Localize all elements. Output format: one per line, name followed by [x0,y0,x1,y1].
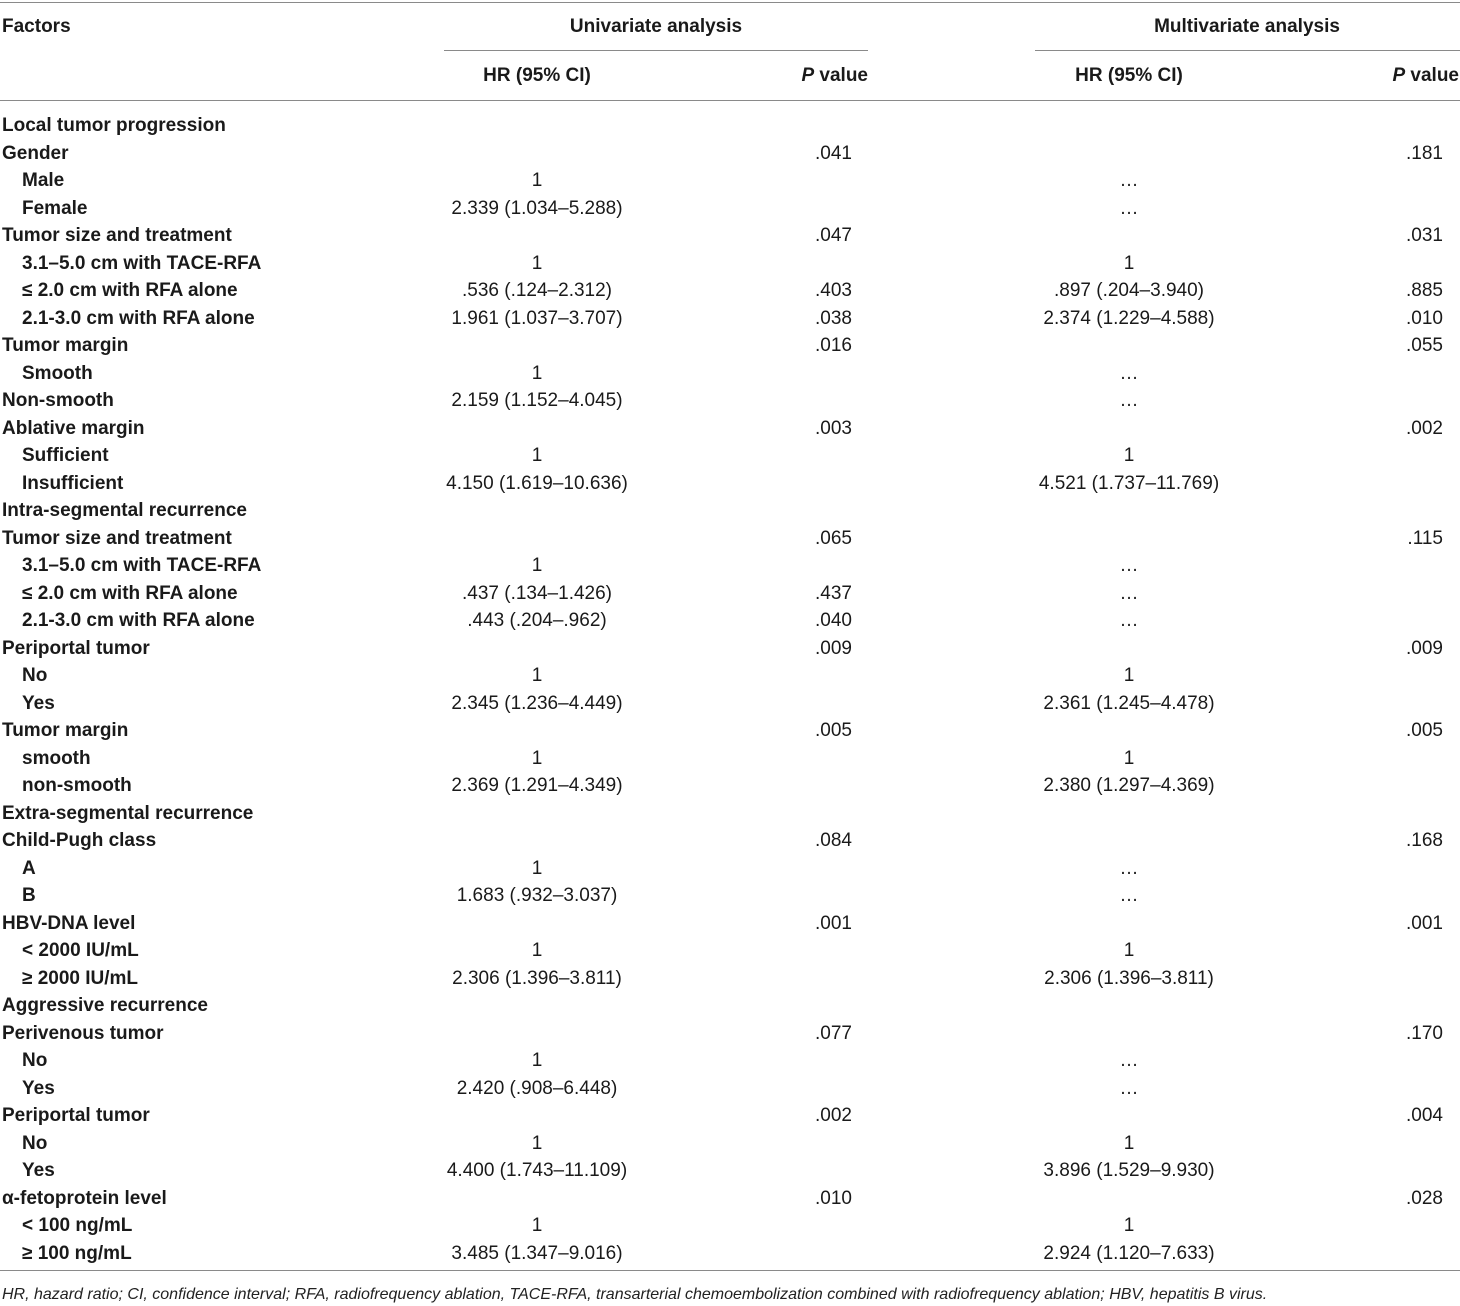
univariate-p-cell: .009 [815,637,852,659]
row-label: Female [22,197,88,219]
univariate-hr-cell: .437 (.134–1.426) [461,582,613,604]
row-label: α-fetoprotein level [2,1187,167,1209]
table-bottom-rule [0,1270,1460,1271]
p-italic: P [801,65,815,86]
row-label: 2.1-3.0 cm with RFA alone [22,307,255,329]
header-factors: Factors [2,16,71,37]
univariate-hr-cell: 2.369 (1.291–4.349) [451,775,623,796]
multivariate-p-cell: .010 [1406,307,1443,329]
univariate-p-cell: .016 [815,335,852,356]
multivariate-p-cell: .115 [1407,527,1443,549]
univariate-hr-cell: 1 [531,857,543,879]
row-label: 2.1-3.0 cm with RFA alone [22,610,255,631]
header-uni-p [801,65,868,87]
table-footnote: HR, hazard ratio; CI, confidence interval; RFA, radiofrequency ablation, TACE-RFA, transarterial chemoembolization combined with radiofrequency ablation; HBV, hepatitis B virus. [2,1286,1268,1303]
p-value-word: value [814,65,868,86]
row-label: Periportal tumor [2,637,150,659]
p-value-word: value [1405,65,1459,86]
univariate-hr-cell: 1 [531,170,543,191]
row-label: 3.1–5.0 cm with TACE-RFA [22,252,262,274]
header-bottom-rule [0,100,1460,101]
row-label: Tumor size and treatment [2,527,232,549]
multivariate-hr-cell: … [1119,1077,1139,1099]
univariate-p-cell: .001 [815,912,852,934]
multivariate-hr-cell: 1 [1123,252,1135,274]
multivariate-p-cell: .002 [1406,417,1443,439]
univariate-hr-cell: 1.961 (1.037–3.707) [451,307,623,329]
header-multi-hr: HR (95% CI) [1075,65,1183,86]
univariate-hr-cell: 2.159 (1.152–4.045) [451,390,623,411]
multivariate-hr-cell: 1 [1123,1215,1135,1236]
row-label: Periportal tumor [2,1105,150,1126]
univariate-hr-cell: 1 [531,665,543,686]
row-label: smooth [22,747,91,769]
row-label: No [22,665,48,686]
multivariate-hr-cell: … [1119,555,1139,576]
univariate-p-cell: .047 [815,225,852,246]
multivariate-hr-cell: … [1119,170,1139,191]
row-label: ≥ 100 ng/mL [22,1242,132,1264]
row-label: No [22,1050,48,1071]
univariate-hr-cell: 1 [531,555,543,576]
multivariate-hr-cell: … [1119,1050,1139,1071]
univariate-hr-cell: 1 [531,1050,543,1071]
univariate-hr-cell: 1 [531,1215,543,1236]
row-label: Tumor margin [2,335,129,356]
univariate-p-cell: .010 [815,1187,852,1209]
row-label: HBV-DNA level [2,912,136,934]
multivariate-hr-cell: … [1119,362,1139,384]
row-label: Child-Pugh class [2,830,157,851]
univariate-hr-cell: 1 [531,747,543,769]
row-label: Sufficient [22,445,109,466]
multivariate-p-cell: .031 [1406,225,1443,246]
multivariate-p-cell: .170 [1406,1022,1443,1044]
multivariate-p-cell: .001 [1406,912,1443,934]
row-label: Extra-segmental recurrence [2,802,254,824]
multivariate-hr-cell: 1 [1123,940,1135,961]
univariate-hr-cell: 1 [531,445,543,466]
multivariate-hr-cell: 3.896 (1.529–9.930) [1043,1160,1215,1181]
multivariate-p-cell: .009 [1406,637,1443,659]
row-label: Non-smooth [2,390,114,411]
multivariate-hr-cell: … [1119,885,1139,906]
univariate-p-cell: .003 [815,417,852,439]
univariate-p-cell: .038 [815,307,852,329]
univariate-hr-cell: 1 [531,252,543,274]
multivariate-p-cell: .885 [1406,280,1443,301]
row-label: ≤ 2.0 cm with RFA alone [22,582,238,604]
univariate-hr-cell: .536 (.124–2.312) [461,280,613,301]
multivariate-hr-cell: 2.380 (1.297–4.369) [1043,775,1215,796]
row-label: Male [22,170,65,191]
multivariate-hr-cell: 2.306 (1.396–3.811) [1044,967,1214,989]
row-label: Gender [2,142,69,164]
multivariate-hr-cell: 1 [1123,445,1135,466]
multivariate-p-cell: .028 [1406,1187,1443,1209]
row-label: B [22,885,36,906]
row-label: < 100 ng/mL [22,1215,133,1236]
row-label: Smooth [22,362,93,384]
row-label: Aggressive recurrence [2,995,208,1016]
multivariate-span-rule [1035,50,1460,51]
univariate-hr-cell: 1 [531,940,543,961]
univariate-p-cell: .065 [815,527,852,549]
multivariate-hr-cell: 2.374 (1.229–4.588) [1043,307,1215,329]
univariate-hr-cell: 2.339 (1.034–5.288) [451,197,623,219]
univariate-hr-cell: 3.485 (1.347–9.016) [451,1242,623,1264]
multivariate-hr-cell: 2.361 (1.245–4.478) [1043,692,1215,714]
univariate-hr-cell: .443 (.204–.962) [467,610,607,631]
multivariate-hr-cell: 4.521 (1.737–11.769) [1038,472,1220,494]
multivariate-hr-cell: … [1119,582,1139,604]
row-label: Perivenous tumor [2,1022,164,1044]
univariate-hr-cell: 4.400 (1.743–11.109) [446,1160,628,1181]
row-label: Yes [22,1077,55,1099]
univariate-hr-cell: 2.306 (1.396–3.811) [452,967,622,989]
multivariate-hr-cell: … [1119,197,1139,219]
row-label: Yes [22,1160,55,1181]
univariate-p-cell: .437 [815,582,852,604]
row-label: Ablative margin [2,417,145,439]
univariate-p-cell: .040 [815,610,852,631]
multivariate-p-cell: .005 [1406,720,1443,741]
multivariate-p-cell: .181 [1406,142,1443,164]
univariate-p-cell: .005 [815,720,852,741]
header-uni-hr: HR (95% CI) [483,65,591,86]
row-label: Tumor margin [2,720,129,741]
univariate-hr-cell: 1 [531,362,543,384]
multivariate-hr-cell: .897 (.204–3.940) [1053,280,1205,301]
row-label: Tumor size and treatment [2,225,232,246]
univariate-hr-cell: 4.150 (1.619–10.636) [446,472,628,494]
multivariate-hr-cell: … [1119,610,1139,631]
row-label: A [22,857,36,879]
multivariate-hr-cell: 1 [1123,747,1135,769]
multivariate-hr-cell: … [1119,390,1139,411]
univariate-p-cell: .041 [815,142,852,164]
header-multi-p [1392,65,1459,87]
multivariate-p-cell: .055 [1406,335,1443,356]
univariate-hr-cell: 2.420 (.908–6.448) [456,1077,618,1099]
multivariate-hr-cell: 1 [1123,665,1135,686]
univariate-p-cell: .084 [815,830,852,851]
row-label: ≤ 2.0 cm with RFA alone [22,280,238,301]
multivariate-hr-cell: 1 [1123,1132,1135,1154]
multivariate-p-cell: .168 [1406,830,1443,851]
univariate-hr-cell: 2.345 (1.236–4.449) [451,692,623,714]
row-label: Local tumor progression [2,115,226,136]
row-label: Insufficient [22,472,124,494]
univariate-p-cell: .403 [815,280,852,301]
row-label: < 2000 IU/mL [22,940,139,961]
table-top-rule [0,2,1460,3]
univariate-hr-cell: 1 [531,1132,543,1154]
row-label: non-smooth [22,775,132,796]
row-label: Yes [22,692,55,714]
header-univariate: Univariate analysis [569,16,743,37]
univariate-p-cell: .077 [815,1022,852,1044]
multivariate-hr-cell: … [1119,857,1139,879]
univariate-p-cell: .002 [815,1105,852,1126]
p-italic: P [1392,65,1406,86]
row-label: Intra-segmental recurrence [2,500,247,521]
row-label: ≥ 2000 IU/mL [22,967,139,989]
row-label: 3.1–5.0 cm with TACE-RFA [22,555,262,576]
row-label: No [22,1132,48,1154]
multivariate-p-cell: .004 [1406,1105,1443,1126]
univariate-hr-cell: 1.683 (.932–3.037) [456,885,618,906]
multivariate-hr-cell: 2.924 (1.120–7.633) [1043,1242,1215,1264]
univariate-span-rule [444,50,868,51]
header-multivariate: Multivariate analysis [1154,16,1340,37]
